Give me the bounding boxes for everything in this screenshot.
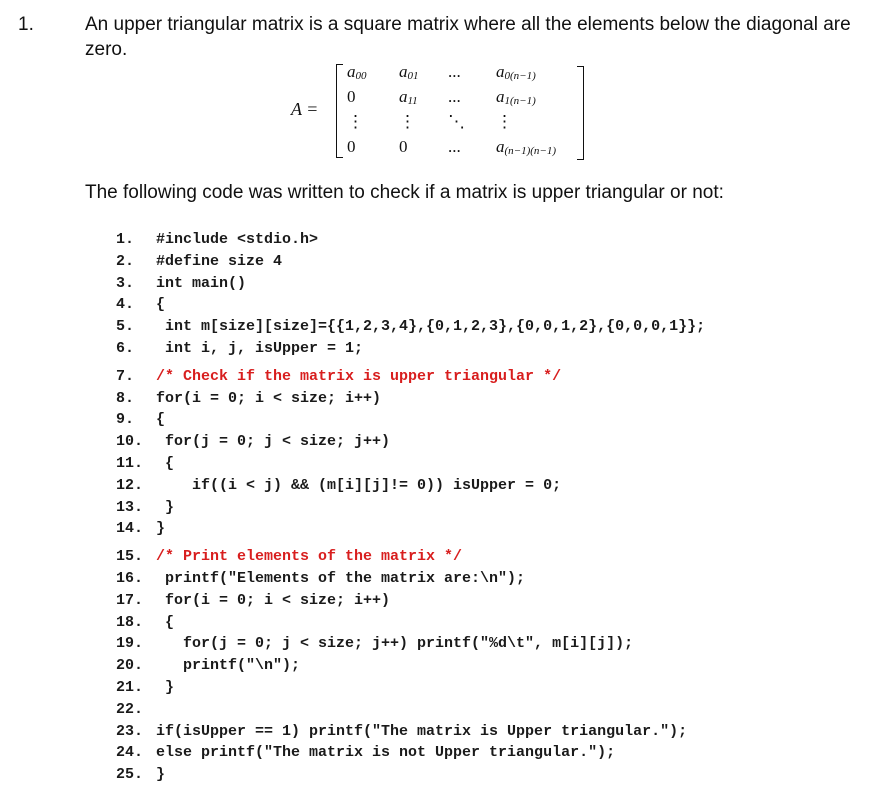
- line-number: 2.: [116, 252, 135, 270]
- line-number: 14.: [116, 520, 144, 538]
- code-comment: /* Print elements of the matrix */: [156, 548, 463, 566]
- line-number: 3.: [116, 274, 135, 292]
- code-line: [116, 612, 876, 634]
- line-number: 10.: [116, 433, 144, 451]
- code-line: [116, 338, 876, 360]
- matrix-label: A =: [291, 99, 319, 119]
- line-number: 23.: [116, 722, 144, 740]
- code-text: for(j = 0; j < size; j++): [156, 433, 391, 451]
- line-number: 25.: [116, 766, 144, 784]
- code-text: else printf("The matrix is not Upper triangular.");: [156, 744, 616, 762]
- matrix-cell: 0: [399, 137, 408, 156]
- line-number: 13.: [116, 498, 144, 516]
- code-line: [116, 633, 876, 655]
- code-text: for(i = 0; i < size; i++): [156, 591, 391, 609]
- matrix-cell: ...: [448, 137, 461, 156]
- code-text: }: [156, 766, 166, 784]
- line-number: 5.: [116, 318, 135, 336]
- line-number: 18.: [116, 613, 144, 631]
- code-line: [116, 251, 876, 273]
- code-line: [116, 677, 876, 699]
- code-line: [116, 366, 876, 388]
- code-text: {: [156, 296, 166, 314]
- code-line: [116, 273, 876, 295]
- code-line: [116, 294, 876, 316]
- code-listing: [116, 229, 876, 786]
- code-line: [116, 497, 876, 519]
- matrix-cell: $a_{(n-1)(n-1)}$: [496, 137, 556, 157]
- matrix-cell: ⋮: [347, 112, 364, 131]
- matrix-cell: $a_{0(n-1)}$: [496, 62, 536, 82]
- code-line: [116, 316, 876, 338]
- code-text: {: [156, 411, 166, 429]
- code-text: if(isUpper == 1) printf("The matrix is Upper triangular.");: [156, 722, 688, 740]
- matrix-cell: $a_{1(n-1)}$: [496, 87, 536, 107]
- code-line: [116, 229, 876, 251]
- code-line: [116, 546, 876, 568]
- code-text: {: [156, 613, 175, 631]
- line-number: 6.: [116, 339, 135, 357]
- line-number: 9.: [116, 411, 135, 429]
- code-comment: /* Check if the matrix is upper triangular */: [156, 367, 562, 385]
- code-line: [116, 453, 876, 475]
- code-line: [116, 655, 876, 677]
- line-number: 16.: [116, 569, 144, 587]
- line-number: 15.: [116, 548, 144, 566]
- question-intro: An upper triangular matrix is a square matrix where all the elements below the diagonal are zero.: [85, 14, 851, 60]
- code-line: [116, 388, 876, 410]
- matrix-cell: ...: [448, 87, 461, 106]
- code-text: }: [156, 498, 175, 516]
- code-line: [116, 699, 876, 721]
- matrix-cell: $a_{11}$: [399, 87, 418, 107]
- line-number: 4.: [116, 296, 135, 314]
- line-number: 1.: [116, 231, 135, 248]
- line-number: 17.: [116, 591, 144, 609]
- code-line: [116, 475, 876, 497]
- code-text: for(j = 0; j < size; j++) printf("%d\t", m[i][j]);: [156, 635, 634, 653]
- matrix-cell: ⋱: [448, 112, 465, 131]
- code-text: int i, j, isUpper = 1;: [156, 339, 364, 357]
- matrix-cell: 0: [347, 137, 356, 156]
- line-number: 19.: [116, 635, 144, 653]
- matrix-cell: ⋮: [496, 112, 513, 131]
- line-number: 22.: [116, 700, 144, 718]
- matrix-cell: $a_{00}$: [347, 62, 367, 82]
- code-text: }: [156, 520, 166, 538]
- code-text: for(i = 0; i < size; i++): [156, 389, 382, 407]
- line-number: 24.: [116, 744, 144, 762]
- code-line: [116, 518, 876, 540]
- code-text: #define size 4: [156, 252, 283, 270]
- matrix-right-bracket: [577, 66, 584, 160]
- question-number: 1.: [18, 14, 34, 35]
- followup-text: The following code was written to check if a matrix is upper triangular or not:: [85, 182, 724, 203]
- code-text: #include <stdio.h>: [156, 231, 319, 248]
- line-number: 20.: [116, 657, 144, 675]
- matrix-cell: 0: [347, 87, 356, 106]
- line-number: 7.: [116, 367, 135, 385]
- code-line: [116, 590, 876, 612]
- line-number: 21.: [116, 678, 144, 696]
- code-line: [116, 764, 876, 786]
- code-line: [116, 568, 876, 590]
- code-text: {: [156, 454, 175, 472]
- matrix-cell: ...: [448, 62, 461, 81]
- code-text: printf("Elements of the matrix are:\n");: [156, 569, 526, 587]
- code-text: if((i < j) && (m[i][j]!= 0)) isUpper = 0;: [156, 476, 562, 494]
- code-line: [116, 742, 876, 764]
- code-text: int main(): [156, 274, 247, 292]
- code-line: [116, 721, 876, 743]
- code-text: }: [156, 678, 175, 696]
- line-number: 12.: [116, 476, 144, 494]
- code-text: int m[size][size]={{1,2,3,4},{0,1,2,3},{0,0,1,2},{0,0,0,1}};: [156, 318, 706, 336]
- matrix-left-bracket: [336, 64, 343, 158]
- code-line: [116, 409, 876, 431]
- matrix-cell: ⋮: [399, 112, 416, 131]
- line-number: 8.: [116, 389, 135, 407]
- matrix-cell: $a_{01}$: [399, 62, 419, 82]
- line-number: 11.: [116, 454, 144, 472]
- upper-triangular-matrix: [291, 62, 611, 162]
- code-text: printf("\n");: [156, 657, 301, 675]
- code-line: [116, 431, 876, 453]
